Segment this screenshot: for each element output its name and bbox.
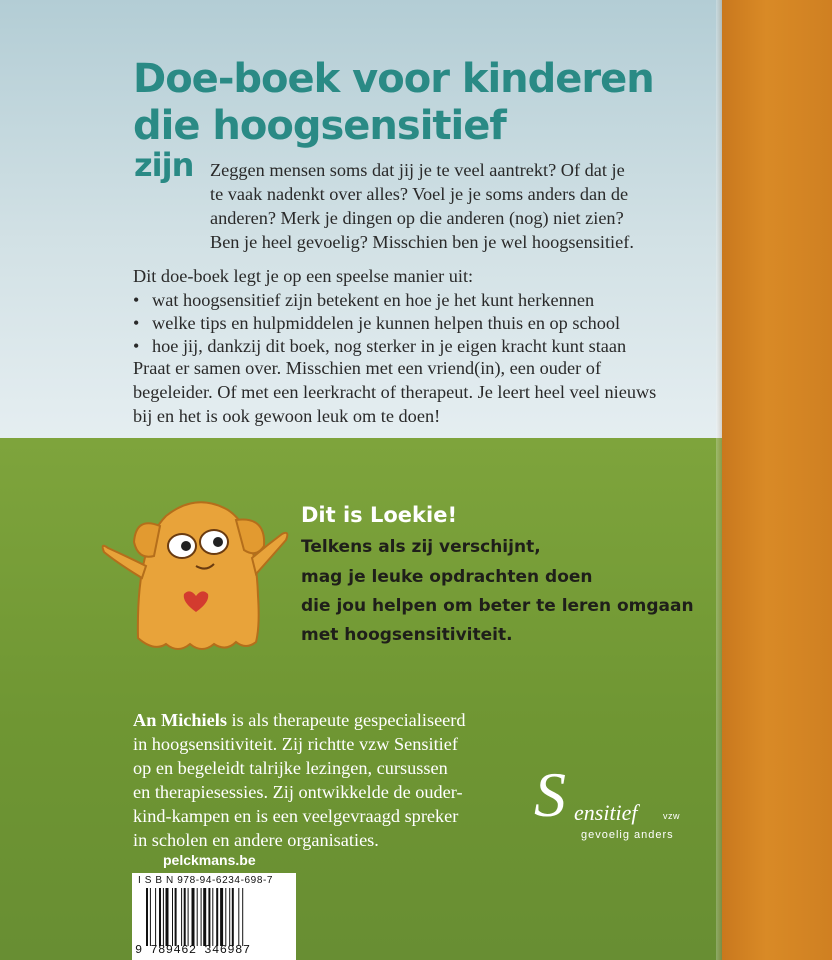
author-bio-line: en therapiesessies. Zij ontwikkelde de ouder- bbox=[133, 782, 463, 802]
publisher-website: pelckmans.be bbox=[163, 852, 256, 868]
loekie-line: die jou helpen om beter te leren omgaan bbox=[301, 596, 694, 616]
closing-line: begeleider. Of met een leerkracht of therapeut. Je leert heel veel nieuws bbox=[133, 382, 657, 402]
bullet-item: welke tips en hulpmiddelen je kunnen helpen thuis en op school bbox=[152, 313, 621, 333]
closing-line: Praat er samen over. Misschien met een vriend(in), een ouder of bbox=[133, 358, 602, 378]
book-spine bbox=[722, 0, 832, 960]
intro-line: Ben je heel gevoelig? Misschien ben je wel hoogsensitief. bbox=[210, 232, 634, 252]
explain-lead: Dit doe-boek legt je op een speelse manier uit: bbox=[133, 266, 474, 286]
book-title-line-2: die hoogsensitief bbox=[133, 103, 506, 149]
bullet-item: wat hoogsensitief zijn betekent en hoe je het kunt herkennen bbox=[152, 290, 595, 310]
loekie-line: mag je leuke opdrachten doen bbox=[301, 567, 593, 587]
barcode-digits: 9 789462 346987 bbox=[135, 943, 251, 957]
book-title-line-1: Doe-boek voor kinderen bbox=[133, 56, 654, 102]
book-title-line-3: zijn bbox=[134, 146, 194, 184]
intro-line: anderen? Merk je dingen op die anderen (nog) niet zien? bbox=[210, 208, 624, 228]
intro-line: te vaak nadenkt over alles? Voel je je soms anders dan de bbox=[210, 184, 629, 204]
author-name: An Michiels bbox=[133, 710, 227, 730]
loekie-line: met hoogsensitiviteit. bbox=[301, 625, 513, 645]
bullet-marker: • bbox=[133, 313, 140, 333]
author-bio-text: is als therapeute gespecialiseerd bbox=[226, 710, 466, 730]
author-bio-line bbox=[133, 710, 466, 731]
intro-line: Zeggen mensen soms dat jij je te veel aantrekt? Of dat je bbox=[210, 160, 625, 180]
bullet-marker: • bbox=[133, 290, 140, 310]
loekie-line: Telkens als zij verschijnt, bbox=[301, 537, 541, 557]
barcode-panel bbox=[132, 873, 296, 960]
loekie-heading: Dit is Loekie! bbox=[301, 503, 458, 527]
logo-suffix: vzw bbox=[663, 811, 680, 821]
bullet-marker: • bbox=[133, 336, 140, 356]
author-bio-line: in hoogsensitiviteit. Zij richtte vzw Sensitief bbox=[133, 734, 458, 754]
author-bio-line: in scholen en andere organisaties. bbox=[133, 830, 379, 850]
closing-line: bij en het is ook gewoon leuk om te doen! bbox=[133, 406, 441, 426]
isbn-label: I S B N 978-94-6234-698-7 bbox=[138, 875, 274, 886]
loekie-mascot-illustration bbox=[96, 486, 296, 666]
bullet-item: hoe jij, dankzij dit boek, nog sterker in je eigen kracht kunt staan bbox=[152, 336, 627, 356]
logo-initial: S bbox=[534, 759, 566, 830]
logo-wordmark: ensitief bbox=[574, 800, 638, 825]
barcode-image bbox=[146, 888, 288, 946]
logo-tagline: gevoelig anders bbox=[581, 829, 674, 841]
author-bio-line: op en begeleidt talrijke lezingen, cursussen bbox=[133, 758, 448, 778]
author-bio-line: kind-kampen en is een veelgevraagd spreker bbox=[133, 806, 459, 826]
